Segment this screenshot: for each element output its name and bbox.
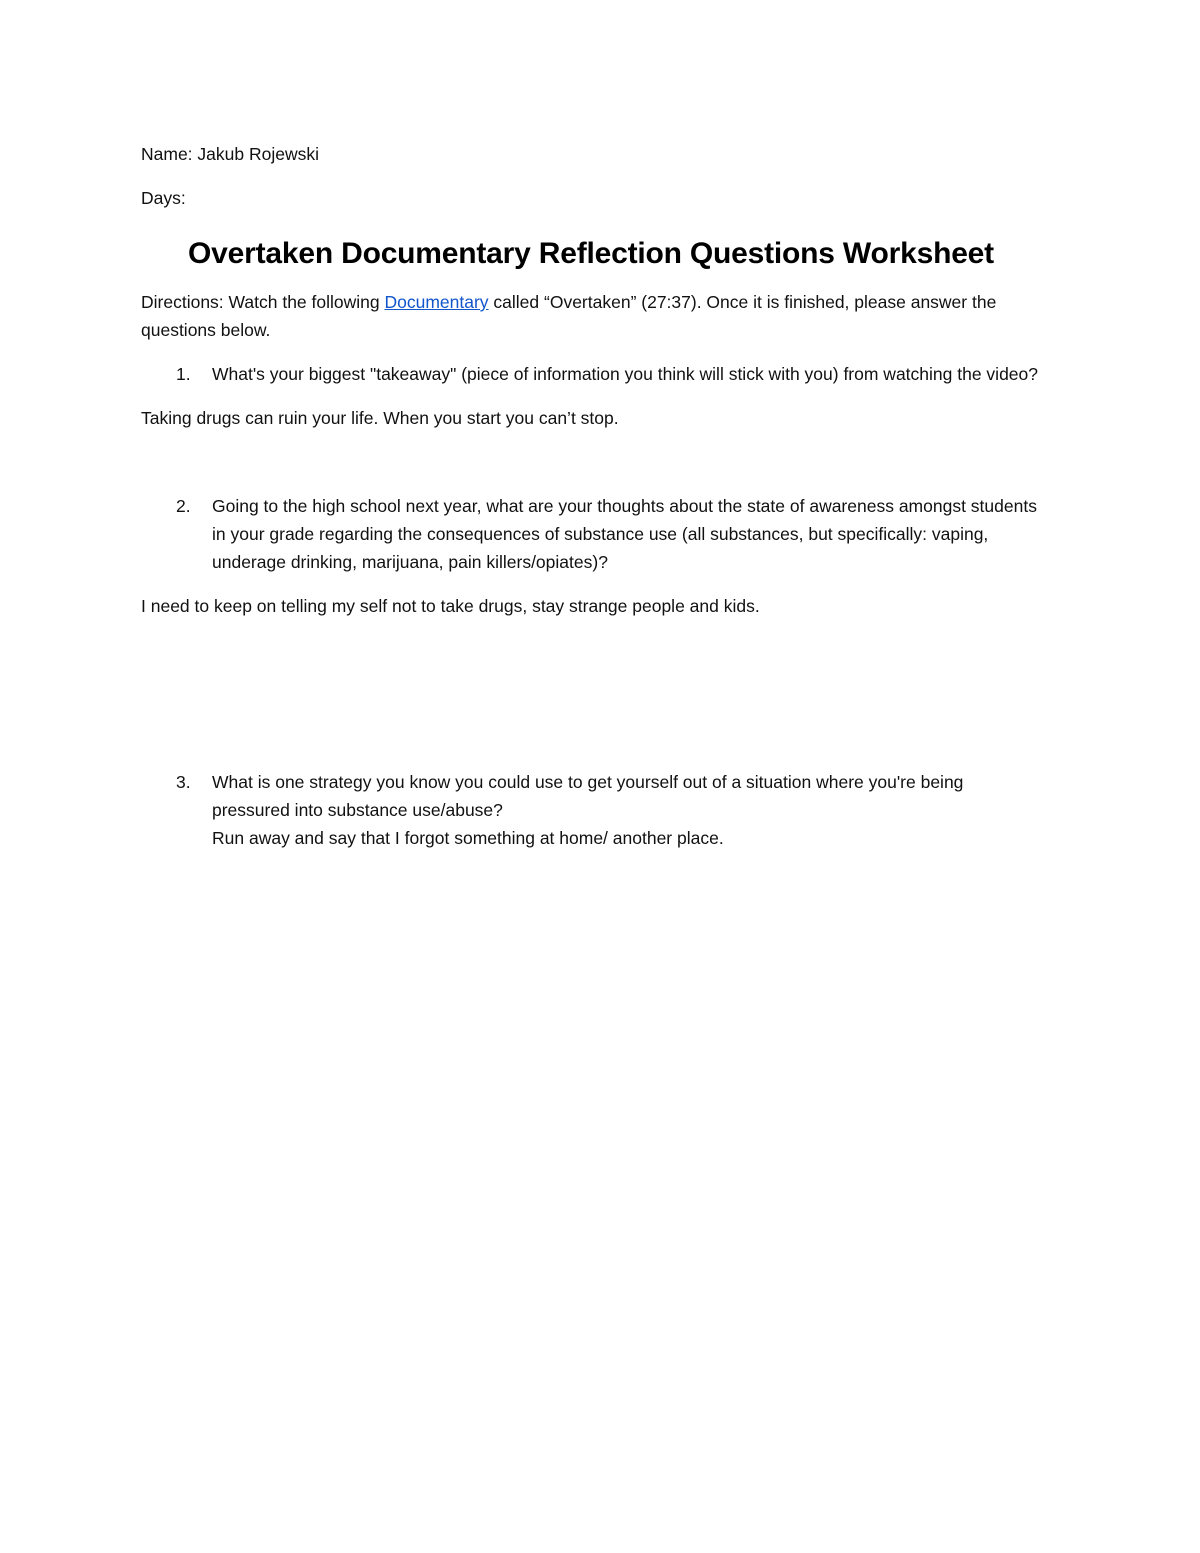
answer-2: I need to keep on telling my self not to take drugs, stay strange people and kids.	[141, 596, 760, 616]
question-3	[141, 768, 1041, 852]
answer-3: Run away and say that I forgot something at home/ another place.	[212, 828, 724, 848]
question-3-number: 3.	[176, 772, 191, 792]
question-1	[141, 360, 1041, 388]
question-2-number: 2.	[176, 496, 191, 516]
question-1-number: 1.	[176, 364, 191, 384]
name-label: Name:	[141, 144, 193, 164]
question-3-text: What is one strategy you know you could use to get yourself out of a situation where you're being pressured into substance use/abuse?	[212, 772, 964, 820]
student-name: Jakub Rojewski	[197, 144, 319, 164]
directions-paragraph	[141, 288, 1041, 344]
question-1-text: What's your biggest "takeaway" (piece of information you think will stick with you) from watching the video?	[212, 364, 1038, 384]
question-2	[141, 492, 1041, 576]
document-body	[141, 140, 1041, 852]
directions-prefix: Directions: Watch the following	[141, 292, 385, 312]
days-line	[141, 184, 1041, 212]
directions-suffix: called “Overtaken” (27:37). Once it is finished, please answer the questions below.	[141, 292, 997, 340]
question-2-text: Going to the high school next year, what are your thoughts about the state of awareness amongst students in your grade regarding the consequences of substance use (all substances, but specifically: vaping, underage drinking, marijuana, pain killers/opiates)?	[212, 496, 1037, 572]
name-line	[141, 140, 1041, 168]
days-label: Days:	[141, 188, 186, 208]
documentary-link[interactable]: Documentary	[384, 292, 489, 312]
page-title: Overtaken Documentary Reflection Questions Worksheet	[188, 237, 994, 270]
answer-1: Taking drugs can ruin your life. When you start you can’t stop.	[141, 408, 619, 428]
